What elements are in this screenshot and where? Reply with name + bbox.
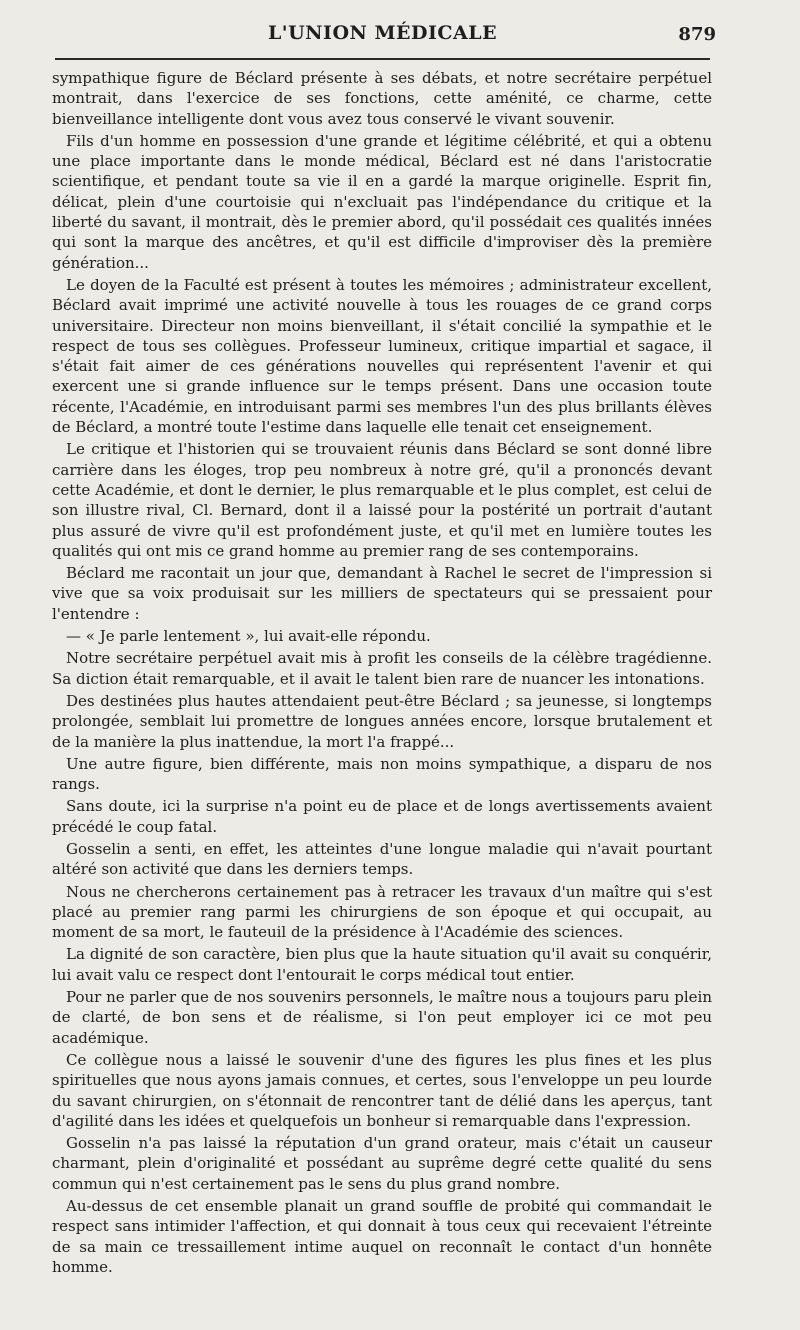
paragraph: Le doyen de la Faculté est présent à toutes les mémoires ; administrateur excellent, Béclard avait imprimé une activité nouvelle à tous les rouages de ce grand corps universitaire. Directeur non moins bienveillant, il s'était concilié la sympathie et le respect de tous ses collègues. Professeur lumineux, critique impartial et sagace, il s'était fait aimer de ces générations nouvelles qui représentent l'avenir et qui exercent une si grande influence sur le temps présent. Dans une occasion toute récente, l'Académie, en introduisant parmi ses membres l'un des plus brillants élèves de Béclard, a montré toute l'estime dans laquelle elle tenait cet enseignement. <box>52 275 712 437</box>
paragraph: Notre secrétaire perpétuel avait mis à profit les conseils de la célèbre tragédienne. Sa diction était remarquable, et il avait le talent bien rare de nuancer les intonations. <box>52 649 712 688</box>
paragraph: Nous ne chercherons certainement pas à retracer les travaux d'un maître qui s'est placé au premier rang parmi les chirurgiens de son époque et qui occupait, au moment de sa mort, le fauteuil de la présidence à l'Académie des sciences. <box>52 882 712 942</box>
paragraph: La dignité de son caractère, bien plus que la haute situation qu'il avait su conquérir, lui avait valu ce respect dont l'entourait le corps médical tout entier. <box>52 945 712 984</box>
header-rule <box>55 58 710 60</box>
paragraph: Pour ne parler que de nos souvenirs personnels, le maître nous a toujours paru plein de clarté, de bon sens et de réalisme, si l'on peut employer ici ce mot peu académique. <box>52 988 712 1047</box>
paragraph: Une autre figure, bien différente, mais non moins sympathique, a disparu de nos rangs. <box>52 754 712 794</box>
page-number: 879 <box>678 24 716 45</box>
paragraph: Gosselin n'a pas laissé la réputation d'un grand orateur, mais c'était un causeur charmant, plein d'originalité et possédant au suprême degré cette qualité du sens commun qui n'est certainement pas le sens du plus grand nombre. <box>52 1134 712 1193</box>
running-title: L'UNION MÉDICALE <box>267 22 498 44</box>
paragraph: Au-dessus de cet ensemble planait un grand souffle de probité qui commandait le respect sans intimider l'affection, et qui donnait à tous ceux qui recevaient l'étreinte de sa main ce tressaillement intime auquel on reconnaît le contact d'un honnête homme. <box>52 1197 712 1276</box>
paragraph: Des destinées plus hautes attendaient peut-être Béclard ; sa jeunesse, si longtemps prolongée, semblait lui promettre de longues années encore, lorsque brutalement et de la manière la plus inattendue, la mort l'a frappé... <box>52 691 712 751</box>
paragraph: — « Je parle lentement », lui avait-elle répondu. <box>66 627 431 646</box>
paragraph: Ce collègue nous a laissé le souvenir d'une des figures les plus fines et les plus spirituelles que nous ayons jamais connues, et certes, sous l'enveloppe un peu lourde du savant chirurgien, on s'étonnait de rencontrer tant de délié dans les aperçus, tant d'agilité dans les idées et quelquefois un bonheur si remarquable dans l'expression. <box>52 1050 712 1130</box>
paragraph: Gosselin a senti, en effet, les atteintes d'une longue maladie qui n'avait pourtant altéré son activité que dans les derniers temps. <box>52 839 712 879</box>
paragraph: Sans doute, ici la surprise n'a point eu de place et de longs avertissements avaient précédé le coup fatal. <box>52 797 712 836</box>
paragraph: Béclard me racontait un jour que, demandant à Rachel le secret de l'impression si vive que sa voix produisait sur les milliers de spectateurs qui se pressaient pour l'entendre : <box>52 564 712 623</box>
body-text <box>52 68 712 1279</box>
paragraph: sympathique figure de Béclard présente à ses débats, et notre secrétaire perpétuel montrait, dans l'exercice de ses fonctions, cette aménité, ce charme, cette bienveillance intelligente dont vous avez tous conservé le vivant souvenir. <box>52 69 712 128</box>
paragraph: Fils d'un homme en possession d'une grande et légitime célébrité, et qui a obtenu une place importante dans le monde médical, Béclard est né dans l'aristocratie scientifique, et pendant toute sa vie il en a gardé la marque originelle. Esprit fin, délicat, plein d'une courtoisie qui n'excluait pas l'indépendance du critique et la liberté du savant, il montrait, dès le premier abord, qu'il possédait ces qualités innées qui sont la marque des ancêtres, et qu'il est difficile d'improviser dès la première génération... <box>52 131 712 272</box>
page-header <box>55 18 716 50</box>
paragraph: Le critique et l'historien qui se trouvaient réunis dans Béclard se sont donné libre carrière dans les éloges, trop peu nombreux à notre gré, qu'il a prononcés devant cette Académie, et dont le dernier, le plus remarquable et le plus complet, est celui de son illustre rival, Cl. Bernard, dont il a laissé pour la postérité un portrait d'autant plus assuré de vivre qu'il est profondément juste, et qu'il met en lumière toutes les qualités qui ont mis ce grand homme au premier rang de ses contemporains. <box>52 440 712 560</box>
